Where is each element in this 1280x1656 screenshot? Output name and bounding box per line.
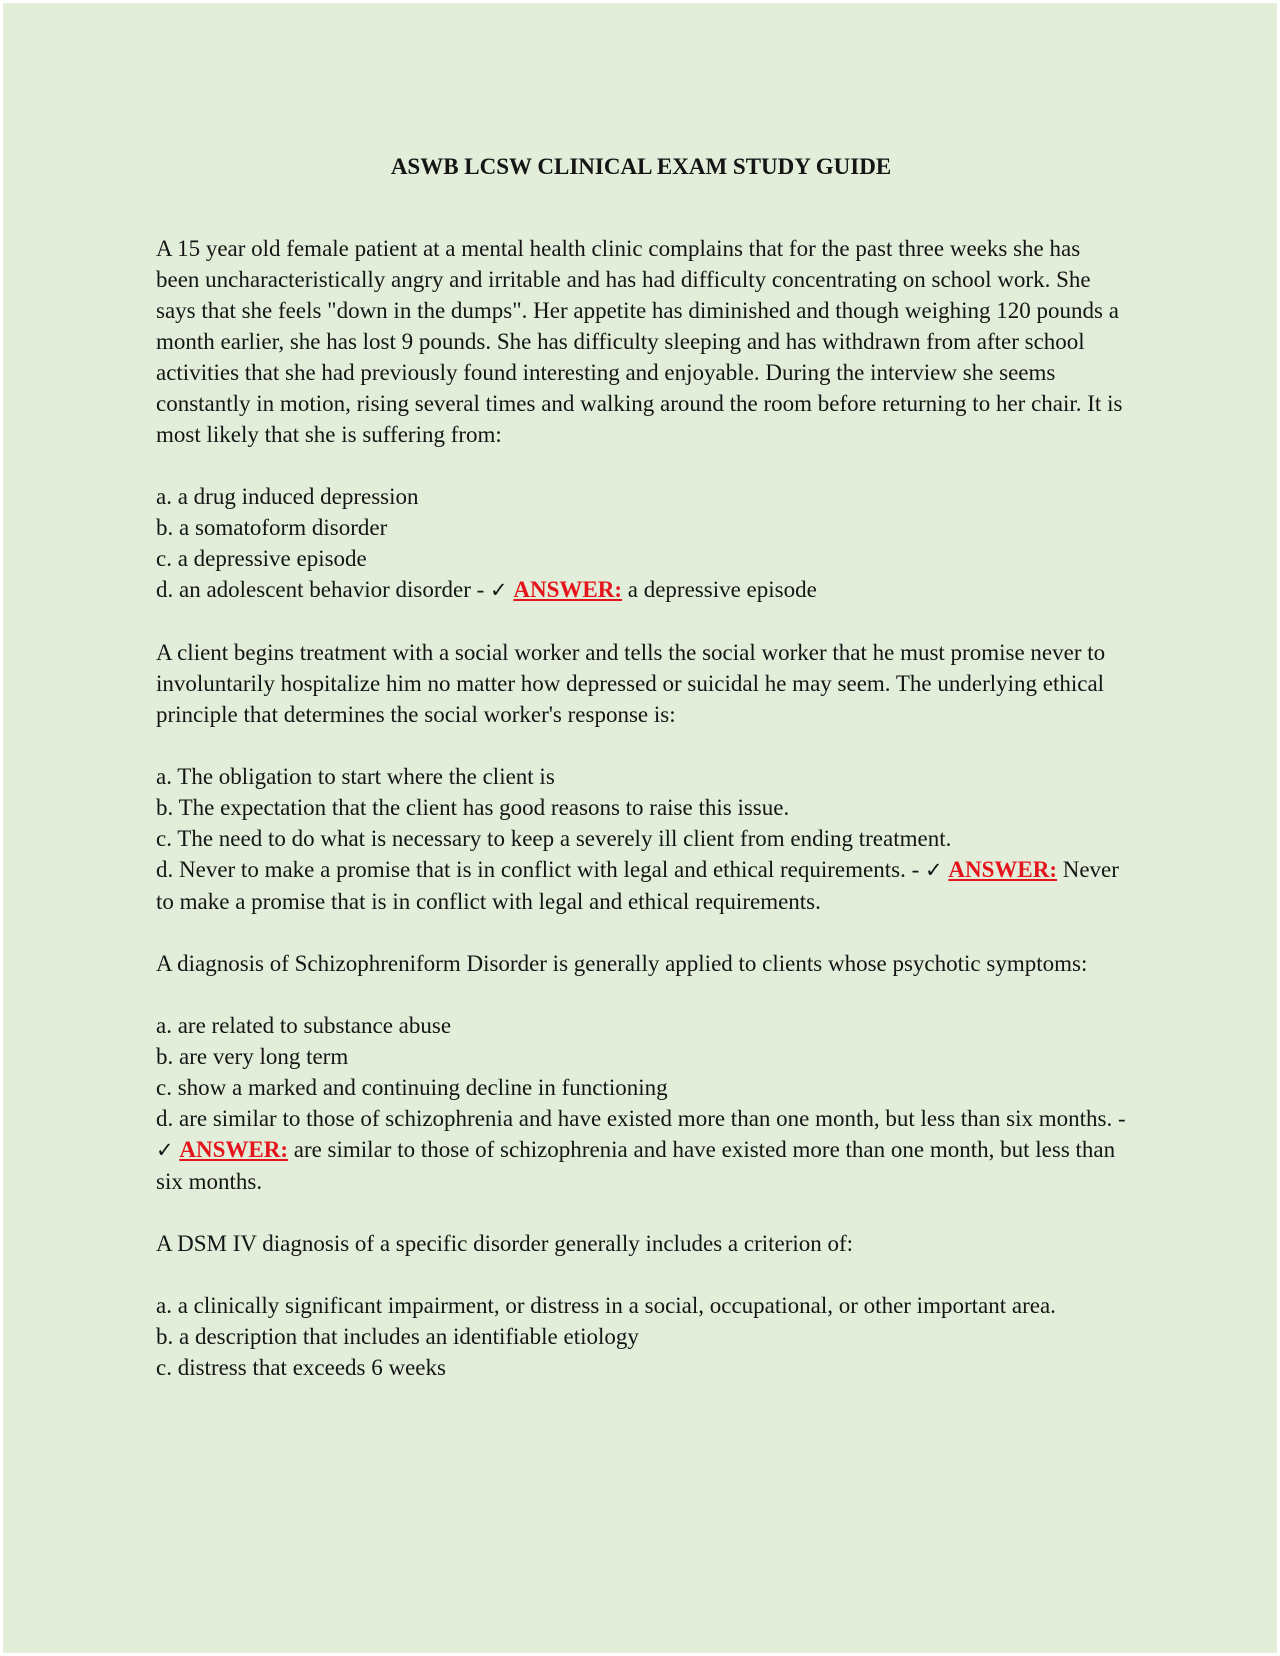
option-item <box>156 1072 1126 1103</box>
check-icon: ✓ <box>925 858 943 882</box>
option-text: a. The obligation to start where the client is <box>156 764 555 789</box>
document-content <box>156 151 1126 1414</box>
option-text: c. distress that exceeds 6 weeks <box>156 1355 446 1380</box>
answer-text: are similar to those of schizophrenia and have existed more than one month, but less than six months. <box>156 1137 1116 1194</box>
check-icon: ✓ <box>156 1138 174 1162</box>
option-item <box>156 1352 1126 1383</box>
option-item: d. are similar to those of schizophrenia and have existed more than one month, but less than six months. - ✓ ANSWER: are similar to those of schizophrenia and have existed more than one month, but less than six months. <box>156 1106 1126 1194</box>
document-title: ASWB LCSW CLINICAL EXAM STUDY GUIDE <box>390 154 892 179</box>
option-text: d. Never to make a promise that is in conflict with legal and ethical requirements. <box>156 857 906 882</box>
option-list <box>156 1010 1126 1197</box>
question-block <box>156 1228 1126 1383</box>
option-text: c. The need to do what is necessary to keep a severely ill client from ending treatment. <box>156 826 952 851</box>
answer-text: a depressive episode <box>627 577 817 602</box>
question-list <box>156 233 1126 1383</box>
option-text: b. are very long term <box>156 1044 349 1069</box>
document-page <box>3 3 1277 1653</box>
answer-label: ANSWER: <box>948 857 1057 882</box>
option-text: b. a somatoform disorder <box>156 515 388 540</box>
question-stem: A client begins treatment with a social worker and tells the social worker that he must promise never to involuntarily hospitalize him no matter how depressed or suicidal he may seem. The underlying ethical principle that determines the social worker's response is: <box>156 640 1106 727</box>
question-block <box>156 637 1126 917</box>
option-text: a. a drug induced depression <box>156 484 419 509</box>
option-list <box>156 1290 1126 1383</box>
option-item: d. Never to make a promise that is in conflict with legal and ethical requirements. - ✓ ANSWER: Never to make a promise that is in conflict with legal and ethical requirements. <box>156 857 1119 914</box>
option-list <box>156 761 1126 917</box>
question-stem: A diagnosis of Schizophreniform Disorder is generally applied to clients whose psychotic symptoms: <box>156 951 1088 976</box>
option-text: d. are similar to those of schizophrenia and have existed more than one month, but less than six months. <box>156 1106 1113 1131</box>
option-item <box>156 1321 1126 1352</box>
answer-label: ANSWER: <box>513 577 623 602</box>
answer-label: ANSWER: <box>179 1137 288 1162</box>
option-item <box>156 823 1126 854</box>
option-item <box>156 1010 1126 1041</box>
option-text: c. show a marked and continuing decline in functioning <box>156 1075 668 1100</box>
option-item <box>156 761 1126 792</box>
question-stem: A DSM IV diagnosis of a specific disorder generally includes a criterion of: <box>156 1231 854 1256</box>
option-list <box>156 481 1126 606</box>
question-stem: A 15 year old female patient at a mental health clinic complains that for the past three weeks she has been uncharacteristically angry and irritable and has had difficulty concentrating on school work. She says that she feels "down in the dumps". Her appetite has diminished and though weighing 120 pounds a month earlier, she has lost 9 pounds. She has difficulty sleeping and has withdrawn from after school activities that she had previously found interesting and enjoyable. During the interview she seems constantly in motion, rising several times and walking around the room before returning to her chair. It is most likely that she is suffering from: <box>156 236 1123 447</box>
option-text: a. are related to substance abuse <box>156 1013 452 1038</box>
option-item <box>156 1041 1126 1072</box>
option-text: a. a clinically significant impairment, or distress in a social, occupational, or other important area. <box>156 1293 1056 1318</box>
option-item <box>156 543 1126 574</box>
option-item <box>156 1290 1126 1321</box>
option-item: d. an adolescent behavior disorder - ✓ ANSWER: a depressive episode <box>156 577 817 602</box>
option-text: d. an adolescent behavior disorder <box>156 577 471 602</box>
option-text: b. The expectation that the client has good reasons to raise this issue. <box>156 795 790 820</box>
check-icon: ✓ <box>490 578 508 602</box>
option-item <box>156 512 1126 543</box>
option-text: b. a description that includes an identifiable etiology <box>156 1324 639 1349</box>
question-block <box>156 948 1126 1197</box>
option-text: c. a depressive episode <box>156 546 367 571</box>
option-item <box>156 792 1126 823</box>
option-item <box>156 481 1126 512</box>
answer-text: Never to make a promise that is in conflict with legal and ethical requirements. <box>156 857 1119 914</box>
question-block <box>156 233 1126 606</box>
